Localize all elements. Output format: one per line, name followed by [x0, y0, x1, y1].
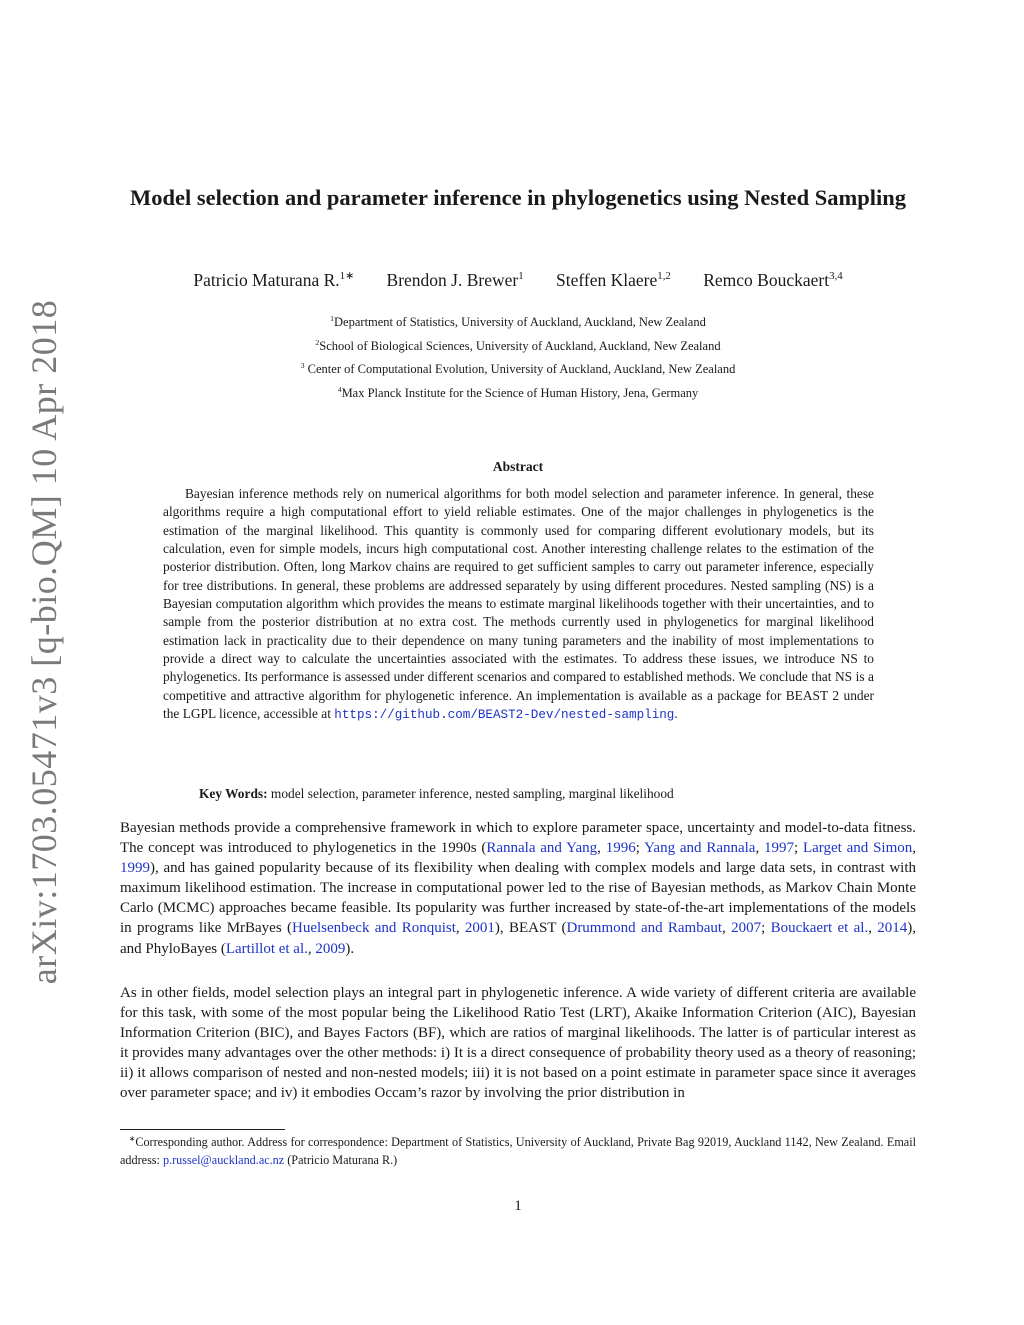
citation-link[interactable]: 2014 — [877, 920, 908, 937]
citation-link[interactable]: Huelsenbeck and Ronquist — [291, 920, 456, 937]
paragraph-text: , — [912, 840, 917, 857]
paragraph-text: , — [307, 940, 316, 957]
footnote — [120, 1133, 916, 1169]
author-name: Patricio Maturana R. — [193, 270, 340, 290]
author-affiliation-mark: 3,4 — [829, 270, 843, 283]
citation-link[interactable]: Drummond and Rambaut — [566, 920, 723, 937]
citation-link[interactable]: 1997 — [764, 840, 795, 857]
paragraph-text: ), and PhyloBayes ( — [120, 920, 916, 957]
affiliation — [120, 358, 916, 382]
footnote-text: Corresponding author. Address for correspondence: Department of Statistics, University of Auckland, Private Bag 92019, Auckland 1142, New Zealand. Email address: — [120, 1135, 916, 1167]
footnote-end: (Patricio Maturana R.) — [284, 1153, 398, 1167]
abstract-body — [163, 485, 874, 724]
keywords-label: Key Words: — [199, 786, 268, 801]
paragraph-text: ; — [794, 840, 803, 857]
page-number: 1 — [514, 1198, 522, 1214]
author — [703, 270, 842, 290]
affiliation — [120, 335, 916, 359]
affiliation-mark: 2 — [315, 337, 320, 347]
author-name: Brendon J. Brewer — [386, 270, 519, 290]
github-link[interactable]: https://github.com/BEAST2-Dev/nested-sampling — [334, 708, 675, 723]
citation-link[interactable]: 2007 — [731, 920, 762, 937]
affiliation — [120, 382, 916, 406]
affiliation-text: Max Planck Institute for the Science of Human History, Jena, Germany — [341, 385, 699, 400]
citation-link[interactable]: Rannala and Yang — [486, 840, 598, 857]
abstract-heading: Abstract — [492, 459, 544, 474]
keywords-text: model selection, parameter inference, nested sampling, marginal likelihood — [267, 786, 674, 801]
affiliation-list — [120, 311, 916, 405]
affiliation-mark: 1 — [330, 313, 335, 323]
paper-title: Model selection and parameter inference in phylogenetics using Nested Sampling — [129, 185, 907, 210]
paragraph-text: , — [722, 920, 732, 937]
author — [387, 270, 524, 290]
paragraph-text: ), BEAST ( — [494, 920, 567, 937]
author-list — [120, 270, 916, 291]
arxiv-identifier: arXiv:1703.05471v3 [q-bio.QM] 10 Apr 2018 — [24, 299, 64, 985]
paragraph-text: Bayesian methods provide a comprehensive framework in which to explore parameter space, uncertainty and model-to-data fitness. The concept was introduced to phylogenetics in the 1990s ( — [120, 820, 916, 857]
paragraph-text: , — [868, 920, 878, 937]
citation-link[interactable]: 2001 — [464, 920, 495, 937]
footnote-rule — [120, 1129, 285, 1130]
citation-link[interactable]: Lartillot et al. — [225, 940, 308, 957]
affiliation-text: Center of Computational Evolution, University of Auckland, Auckland, New Zealand — [304, 362, 736, 376]
affiliation-text: School of Biological Sciences, University of Auckland, Auckland, New Zealand — [319, 338, 721, 353]
abstract-text: Bayesian inference methods rely on numerical algorithms for both model selection and parameter inference. In general, these algorithms require a high computational effort to yield reliable estimates. One of the major challenges in phylogenetics is the estimation of the marginal likelihood. This quantity is commonly used for comparing different evolutionary models, but its calculation, even for simple models, incurs high computational cost. Another interesting challenge relates to the estimation of the posterior distribution. Often, long Markov chains are required to get sufficient samples to carry out parameter inference, especially for tree distributions. In general, these problems are addressed separately by using different procedures. Nested sampling (NS) is a Bayesian computation algorithm which provides the means to estimate marginal likelihoods together with their uncertainties, and to sample from the posterior distribution at no extra cost. The methods currently used in phylogenetics for marginal likelihood estimation lack in practicality due to their dependence on many tuning parameters and the inability of most implementations to provide a direct way to calculate the uncertainties associated with the estimates. To address these issues, we introduce NS to phylogenetics. Its performance is assessed under different scenarios and compared to established methods. We conclude that NS is a competitive and attractive algorithm for phylogenetic inference. An implementation is available as a package for BEAST 2 under the LGPL licence, accessible at — [163, 486, 874, 722]
author-affiliation-mark: 1 — [518, 270, 524, 283]
paragraph-text: , — [597, 840, 606, 857]
author-affiliation-mark: 1,2 — [657, 270, 671, 283]
author-name: Steffen Klaere — [556, 270, 658, 290]
paragraph-text: ; — [761, 920, 771, 937]
affiliation-text: Department of Statistics, University of Auckland, Auckland, New Zealand — [334, 315, 706, 329]
citation-link[interactable]: Larget and Simon — [802, 840, 913, 857]
author — [556, 270, 671, 290]
email-link[interactable]: p.russel@auckland.ac.nz — [162, 1153, 285, 1167]
citation-link[interactable]: Yang and Rannala — [644, 840, 756, 857]
citation-link[interactable]: 2009 — [315, 940, 346, 957]
paragraph-text: ), and has gained popularity because of its flexibility when dealing with complex models and large data sets, in contrast with maximum likelihood estimation. The increase in computational power led to the rise of Bayesian methods, as Markov Chain Monte Carlo (MCMC) approaches became feasible. Its popularity was further increased by state-of-the-art implementations of the models in programs like MrBayes ( — [120, 860, 916, 937]
keywords-line — [199, 786, 899, 802]
author-name: Remco Bouckaert — [703, 270, 830, 290]
paragraph-text: ). — [345, 940, 355, 957]
affiliation-mark: 3 — [300, 360, 305, 370]
abstract-end: . — [674, 706, 678, 722]
citation-link[interactable]: 1999 — [120, 860, 150, 877]
footnote-mark: ∗ — [129, 1133, 136, 1143]
citation-link[interactable]: 1996 — [605, 840, 636, 857]
citation-link[interactable]: Bouckaert et al. — [770, 920, 869, 937]
author — [193, 270, 354, 290]
author-affiliation-mark: 1∗ — [339, 270, 355, 283]
affiliation-mark: 4 — [337, 384, 342, 394]
intro-paragraph-2: As in other fields, model selection plays an integral part in phylogenetic inference. A wide variety of different criteria are available for this task, with some of the most popular being the Likelihood Ratio Test (LRT), Akaike Information Criterion (AIC), Bayesian Information Criterion (BIC), and Bayes Factors (BF), which are ratios of marginal likelihoods. The latter is of particular interest as it provides many advantages over the other methods: i) It is a direct consequence of probability theory used as a theory of reasoning; ii) it allows comparison of nested and non-nested models; iii) it is not based on a point estimate in parameter space since it averages over parameter space; and iv) it embodies Occam’s razor by involving the prior distribution in — [120, 985, 916, 1102]
intro-paragraph-1 — [120, 818, 916, 959]
affiliation — [120, 311, 916, 335]
paragraph-text: , — [455, 920, 465, 937]
paragraph-text: ; — [635, 840, 645, 857]
paragraph-text: , — [755, 840, 765, 857]
